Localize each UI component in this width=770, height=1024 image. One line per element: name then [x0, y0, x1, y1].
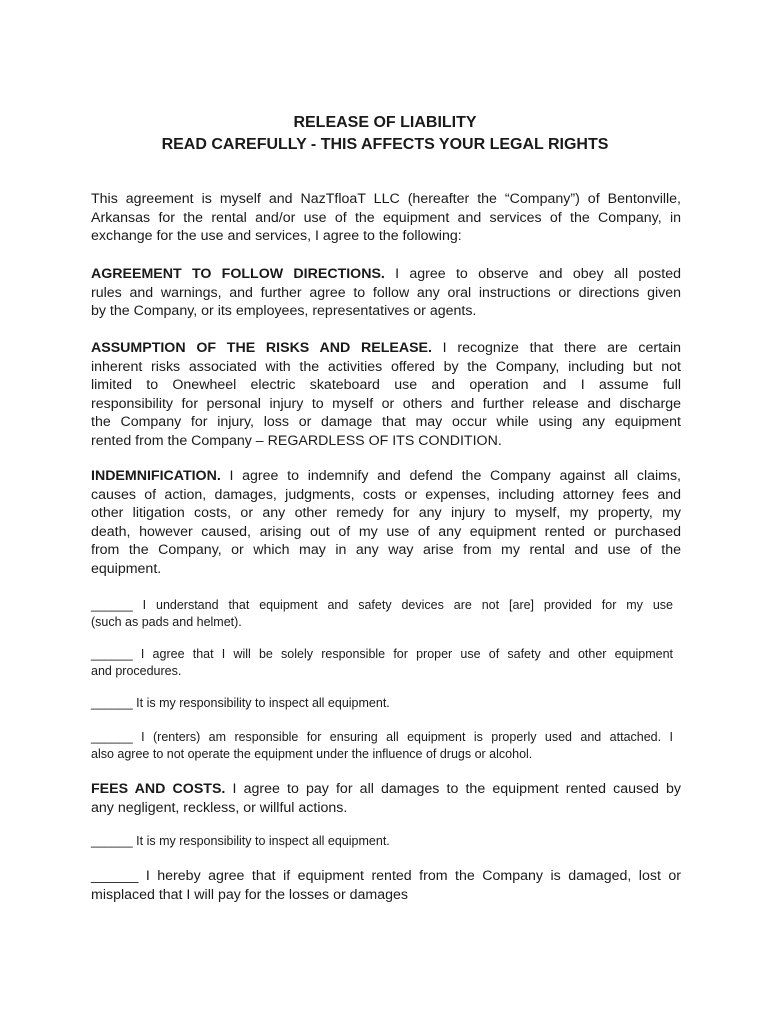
damage-clause-line: ______ I hereby agree that if equipment rented from the Company is damaged, lost or [91, 868, 681, 884]
indemnification-line: other litigation costs, or any other remedy for any injury to myself, my property, my [91, 505, 681, 522]
indemnification-line: death, however caused, arising out of my use of any equipment rented or purchased [91, 523, 681, 540]
agreement-paragraph [91, 265, 681, 321]
indemnification-line: equipment. [91, 560, 162, 577]
assumption-line [91, 339, 681, 358]
assumption-paragraph [91, 339, 681, 451]
clause-line: ______ I understand that equipment and safety devices are not [are] provided for my use [91, 598, 673, 612]
document-title [0, 112, 770, 156]
fees-line: any negligent, reckless, or willful actions. [91, 799, 348, 816]
agreement-line: by the Company, or its employees, representatives or agents. [91, 303, 477, 320]
clause-line: (such as pads and helmet). [91, 615, 242, 629]
indemnification-heading: INDEMNIFICATION. [91, 468, 221, 484]
clause-responsible-use [91, 646, 673, 680]
agreement-heading: AGREEMENT TO FOLLOW DIRECTIONS. [91, 266, 385, 282]
assumption-line: rented from the Company – REGARDLESS OF ITS CONDITION. [91, 432, 502, 449]
clause-line: ______ It is my responsibility to inspect all equipment. [91, 834, 390, 848]
clause-renters-responsible [91, 729, 673, 763]
clause-inspect-equipment [91, 695, 673, 712]
assumption-line: inherent risks associated with the activities offered by the Company, including but not [91, 358, 681, 375]
damage-clause-line: misplaced that I will pay for the losses or damages [91, 886, 409, 903]
agreement-line: rules and warnings, and further agree to follow any oral instructions or directions given [91, 284, 681, 301]
indemnification-line: from the Company, or which may in any way arise from my rental and use of the [91, 542, 681, 559]
indemnification-text: I agree to indemnify and defend the Company against all claims, [220, 468, 681, 484]
clause-line: ______ It is my responsibility to inspect all equipment. [91, 696, 390, 710]
assumption-text: I recognize that there are certain [431, 340, 681, 356]
fees-paragraph [91, 780, 681, 817]
intro-paragraph [91, 190, 681, 246]
intro-line: Arkansas for the rental and/or use of the equipment and services of the Company, in [91, 209, 681, 226]
assumption-line: responsibility for personal injury to myself or others and further release and discharge [91, 395, 681, 412]
damage-clause-paragraph [91, 867, 681, 904]
assumption-line: limited to Onewheel electric skateboard use and operation and I assume full [91, 377, 681, 394]
clause-inspect-equipment-2 [91, 833, 673, 850]
indemnification-line [91, 467, 681, 486]
clause-safety-devices [91, 597, 673, 631]
fees-heading: FEES AND COSTS. [91, 781, 226, 797]
title-line-2: READ CAREFULLY - THIS AFFECTS YOUR LEGAL RIGHTS [161, 136, 609, 153]
assumption-heading: ASSUMPTION OF THE RISKS AND RELEASE. [91, 340, 432, 356]
indemnification-line: causes of action, damages, judgments, costs or expenses, including attorney fees and [91, 486, 681, 503]
intro-line: exchange for the use and services, I agree to the following: [91, 228, 462, 245]
assumption-line: the Company for injury, loss or damage that may occur while using any equipment [91, 414, 681, 431]
clause-line: ______ I agree that I will be solely responsible for proper use of safety and other equipment [91, 647, 673, 661]
indemnification-paragraph [91, 467, 681, 579]
fees-line [91, 780, 681, 799]
title-line-1: RELEASE OF LIABILITY [293, 114, 477, 131]
agreement-line [91, 265, 681, 284]
clause-line: ______ I (renters) am responsible for ensuring all equipment is properly used and attached. I [91, 730, 673, 744]
agreement-text: I agree to observe and obey all posted [384, 266, 681, 282]
clause-line: also agree to not operate the equipment under the influence of drugs or alcohol. [91, 747, 533, 761]
intro-line: This agreement is myself and NazTfloaT LLC (hereafter the “Company”) of Bentonville, [91, 191, 681, 207]
clause-line: and procedures. [91, 664, 182, 678]
fees-text: I agree to pay for all damages to the equipment rented caused by [225, 781, 681, 797]
